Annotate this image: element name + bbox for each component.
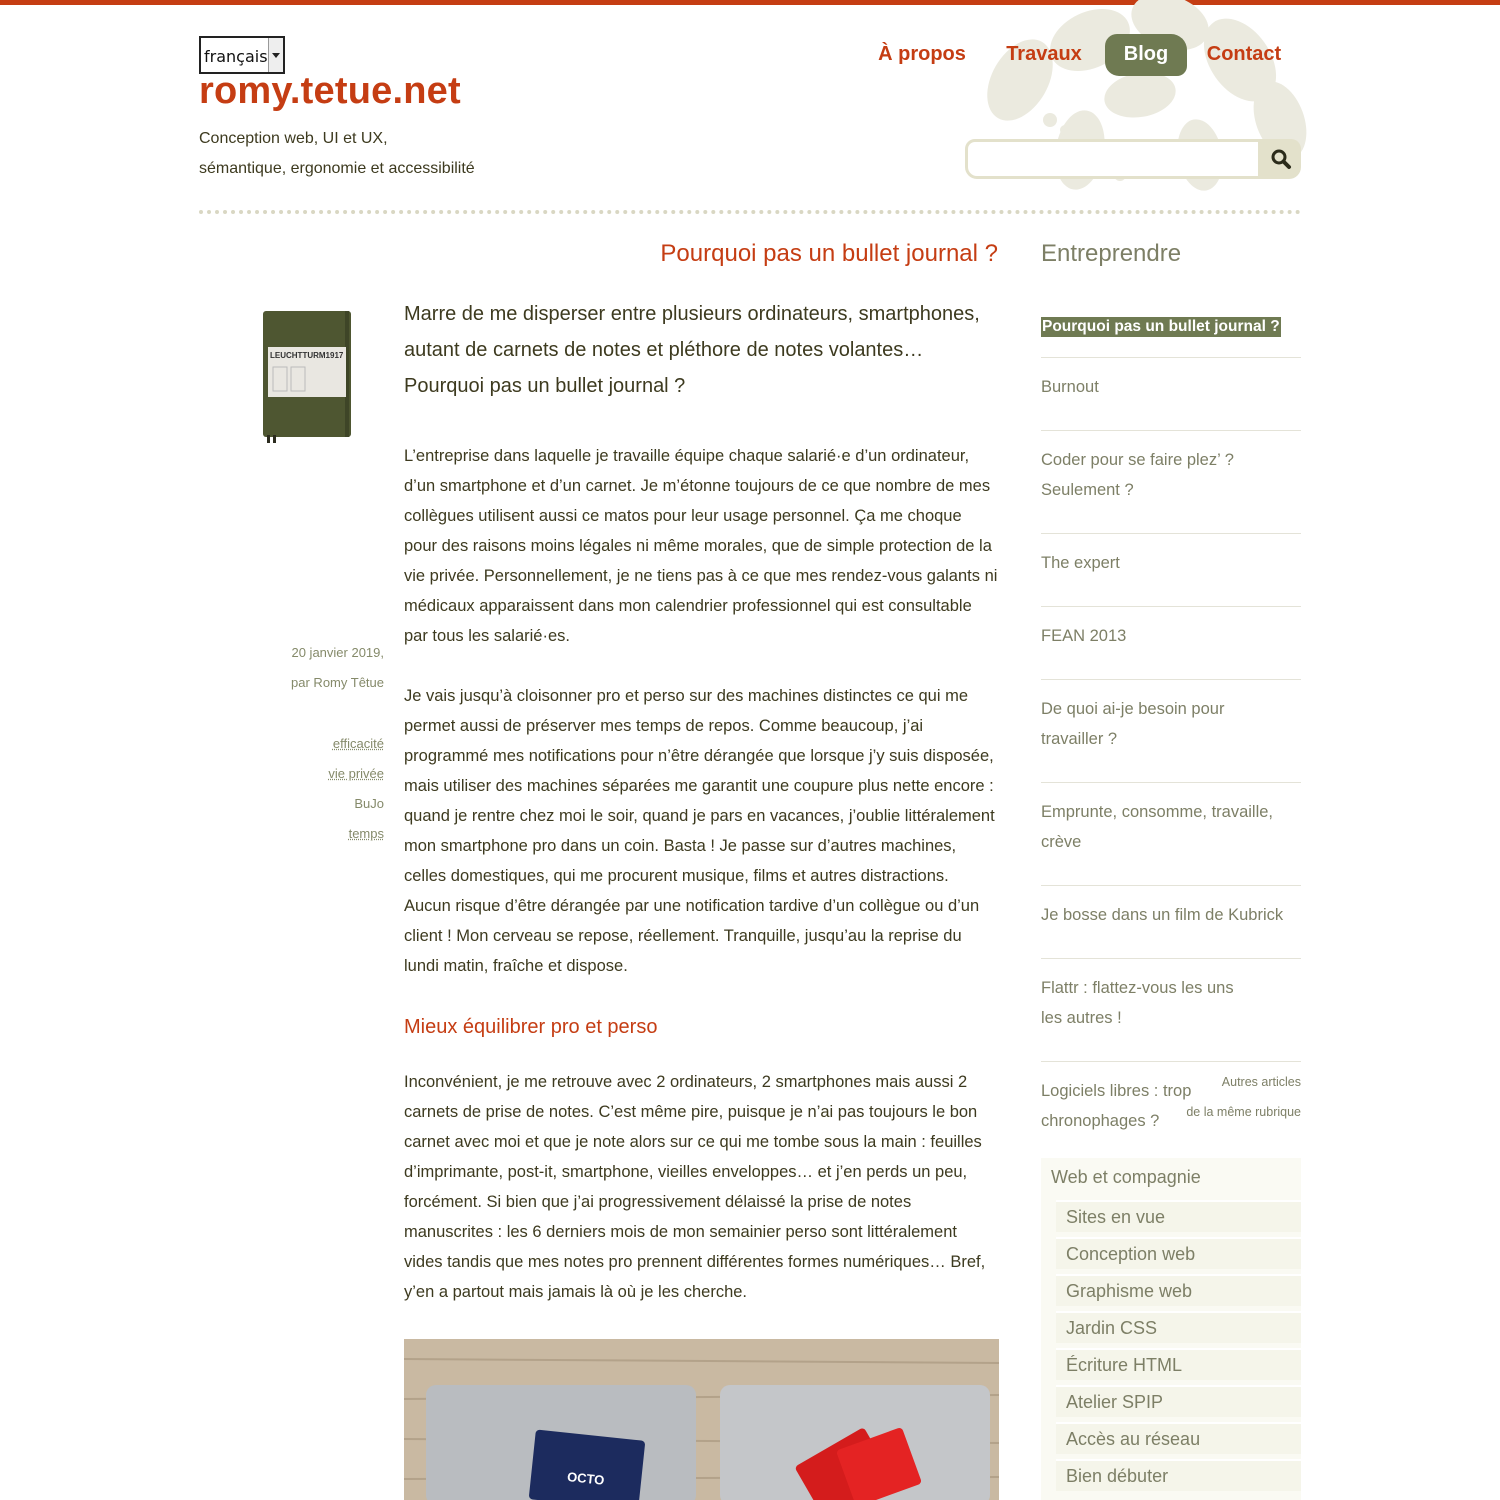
list-item [1056,1237,1301,1274]
list-item [1041,694,1301,783]
nav-item-contact[interactable]: Contact [1206,43,1282,65]
tagline-line-1: Conception web, UI et UX, [199,130,388,147]
search-input[interactable] [965,139,1261,179]
rubrique-top-link[interactable]: Web et compagnie [1051,1167,1201,1187]
list-item [1056,1274,1301,1311]
other-articles-link[interactable] [1041,1067,1301,1127]
rubrique-link[interactable]: Écriture HTML [1056,1350,1301,1380]
list-item [1056,1385,1301,1422]
notebook-brand-label: LEUCHTTURM1917 [270,351,344,360]
article-date: 20 janvier 2019, [291,645,384,660]
photo-notebook-label: OCTO [566,1469,606,1488]
article-intro: Marre de me disperser entre plusieurs ordinateurs, smartphones, autant de carnets de notes et pléthore de notes volantes… Pourquoi pas un bullet journal ? [404,303,980,397]
header-divider [199,210,1301,214]
nav-item-blog[interactable]: Blog [1105,34,1187,76]
chevron-down-icon [268,38,283,72]
article-photo [404,1339,999,1500]
rubrique-list [1056,1200,1301,1496]
rubrique-link[interactable]: Accès au réseau [1056,1424,1301,1454]
language-select[interactable] [199,36,285,74]
other-articles-line-1: Autres articles [1221,1075,1301,1089]
article-title: Pourquoi pas un bullet journal ? [660,240,998,267]
rubrique-link[interactable]: Atelier SPIP [1056,1387,1301,1417]
rubrique-link[interactable]: Sites en vue [1056,1202,1301,1232]
list-item [1041,621,1301,680]
search-icon [1261,139,1301,179]
article-author: par Romy Têtue [291,675,384,690]
list-item [1056,1422,1301,1459]
list-item [1056,1459,1301,1496]
sidebar-article-link[interactable]: Je bosse dans un film de Kubrick [1041,906,1284,924]
sidebar-article-current[interactable]: Pourquoi pas un bullet journal ? [1042,318,1280,335]
list-item [1056,1311,1301,1348]
search-button[interactable] [1261,139,1301,179]
list-item [1041,308,1301,358]
sidebar-article-link[interactable]: Flattr : flattez-vous les uns les autres ! [1041,979,1234,1027]
rubrique-link[interactable]: Conception web [1056,1239,1301,1269]
tag-link[interactable]: vie privée [328,766,384,781]
site-tagline [199,124,475,184]
search-form [965,139,1301,181]
rubrique-menu [1041,1158,1301,1500]
sidebar-heading: Entreprendre [1041,240,1182,267]
tag-link[interactable]: efficacité [332,736,384,751]
sidebar-article-link[interactable]: Burnout [1041,378,1099,396]
sidebar-article-link[interactable]: Coder pour se faire plez’ ? Seulement ? [1041,451,1234,499]
article-tags [240,729,384,849]
article-paragraph-2: Je vais jusqu’à cloisonner pro et perso sur des machines distinctes ce qui me permet aussi de préserver mes temps de repos. Comme beaucoup, j’ai programmé mes notifications pour n’être dérangée que lorsque j’y suis disposée, mais utiliser des machines séparées me garantit une coupure plus nette encore : quand je rentre chez moi le soir, quand je pars en vacances, j’oublie littéralement mon smartphone pro dans un coin. Basta ! Je passe sur d’autres machines, celles domestiques, qui me procurent musique, films et autres distractions. Aucun risque d’être dérangée par une notification tardive d’un collègue ou d’un client ! Mon cerveau se repose, réellement. Tranquille, jusqu’au la reprise du lundi matin, fraîche et dispose. [404,687,995,975]
list-item [1041,973,1301,1062]
rubrique-link[interactable]: Jardin CSS [1056,1313,1301,1343]
rubrique-link[interactable]: Graphisme web [1056,1276,1301,1306]
list-item [1041,548,1301,607]
sidebar-article-link[interactable]: FEAN 2013 [1041,627,1127,645]
tag-link[interactable]: temps [348,826,384,841]
sidebar-article-list [1041,308,1301,1165]
article-paragraph-3: Inconvénient, je me retrouve avec 2 ordinateurs, 2 smartphones mais aussi 2 carnets de prise de notes. C’est même pire, puisque je n’ai pas toujours le bon carnet avec moi et que je note alors sur ce qui me tombe sous la main : feuilles d’imprimante, post-it, smartphone, vieilles enveloppes… et j’en perds un peu, forcément. Si bien que j’ai progressivement délaissé la prise de notes manuscrites : les 6 derniers mois de mon semainier perso sont littéralement vides tandis que mes notes pro prennent différentes formes numériques… Bref, y’en a partout mais jamais là où je les cherche. [404,1073,986,1301]
other-articles-line-2: de la même rubrique [1186,1105,1301,1119]
list-item [1041,445,1301,534]
list-item [1056,1348,1301,1385]
article-subheading: Mieux équilibrer pro et perso [404,1016,658,1038]
list-item [1041,797,1301,886]
nav-item-a-propos[interactable]: À propos [878,43,966,65]
rubrique-link[interactable]: Bien débuter [1056,1461,1301,1491]
nav-item-travaux[interactable]: Travaux [1006,43,1082,65]
sidebar-article-link[interactable]: The expert [1041,554,1120,572]
tagline-line-2: sémantique, ergonomie et accessibilité [199,160,475,177]
article-paragraph-1: L’entreprise dans laquelle je travaille équipe chaque salarié·e d’un ordinateur, d’un smartphone et d’un carnet. Je m’étonne toujours de ce que nombre de mes collègues utilisent aussi ce matos pour leur usage personnel. Ça me choque pour des raisons moins légales ni même morales, que de simple protection de la vie privée. Personnellement, je ne tiens pas à ce que mes rendez-vous galants ni médicaux apparaissent dans mon calendrier professionnel qui est consultable par tous les salarié·es. [404,447,998,645]
sidebar-article-link[interactable]: Emprunte, consomme, travaille, crève [1041,803,1274,851]
main-nav [860,34,1300,78]
language-select-value: français [204,47,268,66]
notebook-thumbnail [259,309,355,445]
sidebar-article-link[interactable]: Logiciels libres : trop chronophages ? [1041,1082,1192,1130]
sidebar-article-link[interactable]: De quoi ai-je besoin pour travailler ? [1041,700,1225,748]
list-item [1056,1200,1301,1237]
list-item [1041,900,1301,959]
tag-link[interactable]: BuJo [354,796,384,811]
list-item [1041,372,1301,431]
site-title[interactable]: romy.tetue.net [199,70,461,112]
